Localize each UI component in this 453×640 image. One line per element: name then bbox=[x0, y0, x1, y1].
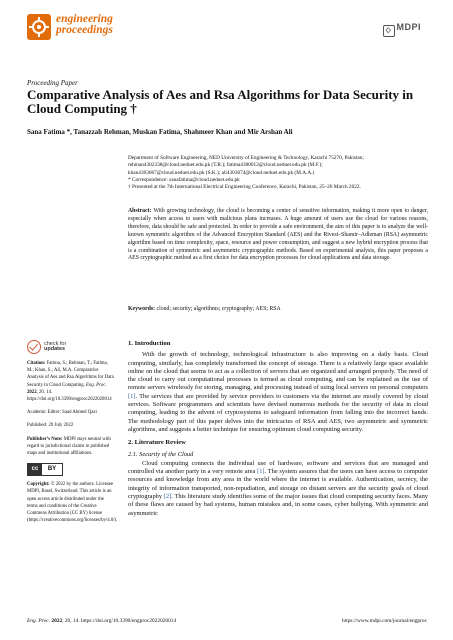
subsection-heading-security: 2.1. Security of the Cloud bbox=[128, 450, 194, 458]
keywords-label: Keywords: bbox=[128, 306, 156, 312]
sidebar bbox=[27, 340, 118, 530]
copyright-block: Copyright: © 2022 by the authors. Licensee MDPI, Basel, Switzerland. This article is an open access article distributed under the terms and conditions of the Creative Commons Attribution (CC BY) license (https://creativecommons.org/licenses/by/4.0/). bbox=[27, 482, 118, 524]
check-for-updates-button[interactable] bbox=[27, 340, 115, 354]
affiliation-emails-1: rehman4302338@cloud.neduet.edu.pk (T.R.); fatima4300012@cloud.neduet.edu.pk (M.F.); bbox=[128, 162, 323, 169]
cc-by-license-icon[interactable]: cc BY bbox=[27, 463, 63, 476]
mdpi-badge-icon: ◇ bbox=[383, 25, 395, 37]
citation-link[interactable]: [2] bbox=[163, 493, 172, 501]
citation-doi-link[interactable]: 20, 14. https://doi.org/10.3390/engproc2022020014 bbox=[27, 389, 112, 403]
journal-header bbox=[27, 14, 427, 69]
check-updates-icon bbox=[27, 340, 41, 354]
check-updates-line1: check for bbox=[44, 340, 67, 347]
footer-journal-link[interactable]: https://www.mdpi.com/journal/engproc bbox=[342, 618, 427, 624]
page-footer bbox=[27, 618, 427, 624]
abstract-text: With growing technology, the cloud is becoming a center of sensitive information, making it more open to danger, especially when access to users with malicious plans increases. A huge amount of users use the cloud for various reasons, therefore, data should be safe and protected. In order to provide a safe environment, the aim of this paper is to analyze the well-known symmetric algorithm of the Advanced Encryption Standard (AES) and the Rivest–Shamir–Adleman (RSA) asymmetric algorithm based on time complexity, space, resource and power consumption, and suggest a new hybrid encryption process that is a combination of symmetric and asymmetric cryptographic methods. Based on experimental analysis, this paper proposes a AES cryptographic method as a first choice for data encryption processes for cloud applications and data storage. bbox=[128, 208, 428, 262]
paper-type: Proceeding Paper bbox=[27, 79, 78, 87]
affiliation-emails-2: khan4303667@cloud.neduet.edu.pk (S.K.); ali4303674@cloud.neduet.edu.pk (M.A.A.) bbox=[128, 169, 315, 176]
journal-logo-icon bbox=[27, 14, 51, 40]
abstract-label: Abstract: bbox=[128, 208, 152, 214]
footer-citation: Eng. Proc. 2022, 20, 14. https://doi.org/10.3390/engproc2022020014 bbox=[27, 618, 177, 624]
citation-link[interactable]: [1] bbox=[257, 468, 265, 476]
literature-paragraph: Cloud computing connects the individual use of hardware, software and services that are managed and controlled via another party in a very remote area [1]. The system assures that the users can have access to computer resources and knowledge from any area in the world where the internet is available. Authentication, secrecy, the integrity of information transported, non-repudiation, and storage on distant servers are the security goals of cloud cryptography [2]. This literature study identifies some of the major issues that cloud computing security faces. Many of these flaws are caused by bad systems, human mistakes and, in some cases, cyber bullying. With symmetric and asymmetric bbox=[128, 459, 428, 517]
publisher-note: Publisher’s Note: MDPI stays neutral with regard to jurisdictional claims in published maps and institutional affiliations. bbox=[27, 436, 111, 457]
citation-link[interactable]: [1] bbox=[128, 392, 136, 400]
check-updates-line2: updates bbox=[44, 346, 66, 352]
keywords-text: cloud; security; algorithms; cryptography; AES; RSA bbox=[156, 306, 281, 312]
section-heading-literature: 2. Literature Review bbox=[128, 439, 186, 447]
published-date: Published: 29 July 2022 bbox=[27, 423, 74, 429]
author-list: Sana Fatima *, Tanazzah Rehman, Muskan Fatima, Shahmeer Khan and Mir Arshan Ali bbox=[27, 128, 293, 136]
citation-block: Citation: Fatima, S.; Rehman, T.; Fatima, M.; Khan, S.; Ali, M.A. Comparative Analysis of Aes and Rsa Algorithms for Data Security in Cloud Computing. Eng. Proc. 2022, 20, 14. https://doi.org/10.3390/engproc2022020014 bbox=[27, 361, 114, 403]
paper-title: Comparative Analysis of Aes and Rsa Algorithms for Data Security in Cloud Computing † bbox=[27, 87, 414, 116]
main-body bbox=[128, 340, 428, 523]
affiliation-dept: Department of Software Engineering, NED University of Engineering & Technology, Karachi 75270, Pakistan; bbox=[128, 155, 364, 161]
correspondence: * Correspondence: sanafatima@cloud.neduet.edu.pk bbox=[128, 176, 240, 183]
academic-editor: Academic Editor: Saad Ahmed Qazi bbox=[27, 410, 97, 416]
journal-name: engineering proceedings bbox=[56, 13, 113, 36]
abstract bbox=[128, 208, 428, 263]
presented-note: † Presented at the 7th International Electrical Engineering Conference, Karachi, Pakistan, 25–26 March 2022. bbox=[128, 184, 361, 191]
keywords bbox=[128, 306, 428, 314]
affiliations bbox=[128, 155, 428, 191]
section-heading-introduction: 1. Introduction bbox=[128, 340, 171, 347]
intro-paragraph: With the growth of technology, technological infrastructure is also improving on a daily basis. Cloud computing, similarly, has completely transformed the concept of storage. There is a relatively large space available online on the cloud that seems to act as a collection of servers that are organized and arranged properly. The need of the cloud to carry out computational processes is termed as cloud computing, and can be explained as the use of remote servers wirelessly for storing, managing, and processing instead of using local servers on personal computers [1]. The services that are provided by service providers to customers via the internet are mostly covered by cloud services. Software programmers and scientists have devised numerous methods for the security of data in cloud computing, leading to the advent of cryptosystems to safeguard information from falling into the incorrect hands. The methodology part of this paper delves into the intricacies of RSA and AES, two asymmetric and symmetric algorithms, and suggests a better technique for ensuring optimum cloud computing security. bbox=[128, 351, 428, 433]
mdpi-logo: ◇ MDPI bbox=[383, 22, 422, 37]
